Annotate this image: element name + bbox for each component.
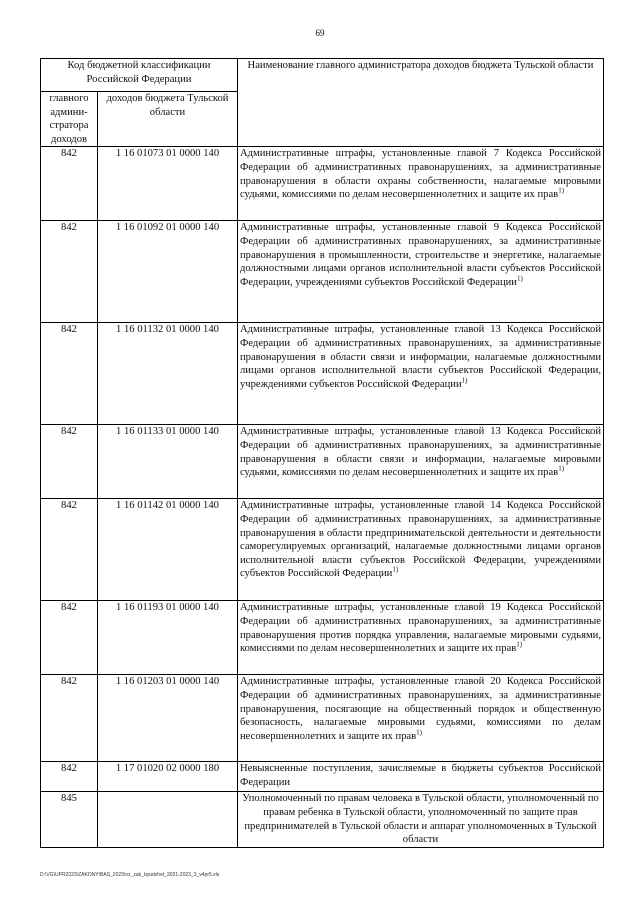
file-path-footer: D:\VG\UPR2023\ZAKONY\BAS_2023\nz_zak_byudzhet_2021-2023_3_v4pr5.xls <box>40 872 220 878</box>
footnote-marker: 1) <box>392 565 399 574</box>
table-row <box>41 425 604 499</box>
footnote-marker: 1) <box>516 640 523 649</box>
footnote-marker: 1) <box>558 186 565 195</box>
income-code-cell: 1 16 01193 01 0000 140 <box>98 601 238 675</box>
footnote-marker: 1) <box>461 376 468 385</box>
description-text: Административные штрафы, установленные главой 14 Кодекса Российской Федерации об административных правонарушениях, за административные правонарушения в области предпринимательской деятельности и деятельности саморегулируемых организаций, налагаемые должностными лицами органов исполнительной власти субъектов Российской Федерации, учреждениями субъектов Российской Федерации <box>240 500 601 580</box>
header-income-column: доходов бюджета Тульской области <box>98 92 238 147</box>
table-row <box>41 792 604 847</box>
header-admin-column: главного админи-стратора доходов <box>41 92 98 147</box>
income-code-cell: 1 16 01133 01 0000 140 <box>98 425 238 499</box>
description-cell <box>238 601 604 675</box>
income-code-cell: 1 16 01203 01 0000 140 <box>98 675 238 762</box>
admin-code-cell: 845 <box>41 792 98 847</box>
description-text: Административные штрафы, установленные главой 13 Кодекса Российской Федерации об административных правонарушениях, за административные правонарушения в области связи и информации, налагаемые мировыми судьями, комиссиями по делам несовершеннолетних и защите их прав <box>240 426 601 479</box>
description-cell <box>238 425 604 499</box>
income-code-cell: 1 17 01020 02 0000 180 <box>98 762 238 792</box>
admin-code-cell: 842 <box>41 221 98 323</box>
description-cell <box>238 323 604 425</box>
page-number: 69 <box>315 28 325 38</box>
footnote-marker: 1) <box>558 464 565 473</box>
description-text: Невыясненные поступления, зачисляемые в бюджеты субъектов Российской Федерации <box>240 763 601 788</box>
table-body <box>41 147 604 847</box>
description-text: Уполномоченный по правам человека в Тульской области, уполномоченный по правам ребенка в Тульской области, уполномоченный по защите прав предпринимателей в Тульской области и аппарат уполномоченных в Тульской области <box>242 793 599 846</box>
description-text: Административные штрафы, установленные главой 7 Кодекса Российской Федерации об административных правонарушениях, за административные правонарушения в области охраны собственности, налагаемые мировыми судьями, комиссиями по делам несовершеннолетних и защите их прав <box>240 148 601 201</box>
budget-classification-table <box>40 58 604 848</box>
table-row <box>41 323 604 425</box>
description-text: Административные штрафы, установленные главой 19 Кодекса Российской Федерации об административных правонарушениях, за административные правонарушения против порядка управления, налагаемые мировыми судьями, комиссиями по делам несовершеннолетних и защите их прав <box>240 602 601 655</box>
description-text: Административные штрафы, установленные главой 20 Кодекса Российской Федерации об административных правонарушениях, за административные правонарушения, посягающие на общественный порядок и общественную безопасность, налагаемые мировыми судьями, комиссиями по делам несовершеннолетних и защите их прав <box>240 676 601 742</box>
table-row <box>41 601 604 675</box>
table-row <box>41 221 604 323</box>
admin-code-cell: 842 <box>41 675 98 762</box>
admin-code-cell: 842 <box>41 762 98 792</box>
description-text: Административные штрафы, установленные главой 13 Кодекса Российской Федерации об административных правонарушениях, за административные правонарушения в области связи и информации, налагаемые должностными лицами органов исполнительной власти субъектов Российской Федерации, учреждениями субъектов Российской Федерации <box>240 324 601 390</box>
admin-code-cell: 842 <box>41 147 98 221</box>
header-name-column: Наименование главного администратора доходов бюджета Тульской области <box>238 59 604 147</box>
header-row-1 <box>41 59 604 92</box>
admin-code-cell: 842 <box>41 499 98 601</box>
income-code-cell: 1 16 01092 01 0000 140 <box>98 221 238 323</box>
table-row <box>41 762 604 792</box>
table-row <box>41 499 604 601</box>
admin-code-cell: 842 <box>41 601 98 675</box>
footnote-marker: 1) <box>416 728 422 737</box>
income-code-cell: 1 16 01132 01 0000 140 <box>98 323 238 425</box>
description-cell <box>238 762 604 792</box>
description-cell <box>238 675 604 762</box>
description-cell <box>238 499 604 601</box>
description-cell <box>238 792 604 847</box>
table-row <box>41 675 604 762</box>
description-text: Административные штрафы, установленные главой 9 Кодекса Российской Федерации об административных правонарушениях, за административные правонарушения в промышленности, строительстве и энергетике, налагаемые должностными лицами органов исполнительной власти субъектов Российской Федерации, учреждениями субъектов Российской Федерации <box>240 222 601 288</box>
description-cell <box>238 221 604 323</box>
footnote-marker: 1) <box>516 274 523 283</box>
description-cell <box>238 147 604 221</box>
table-row <box>41 147 604 221</box>
income-code-cell: 1 16 01142 01 0000 140 <box>98 499 238 601</box>
admin-code-cell: 842 <box>41 425 98 499</box>
income-code-cell <box>98 792 238 847</box>
header-code-group: Код бюджетной классификации Российской Федерации <box>41 59 238 92</box>
admin-code-cell: 842 <box>41 323 98 425</box>
income-code-cell: 1 16 01073 01 0000 140 <box>98 147 238 221</box>
